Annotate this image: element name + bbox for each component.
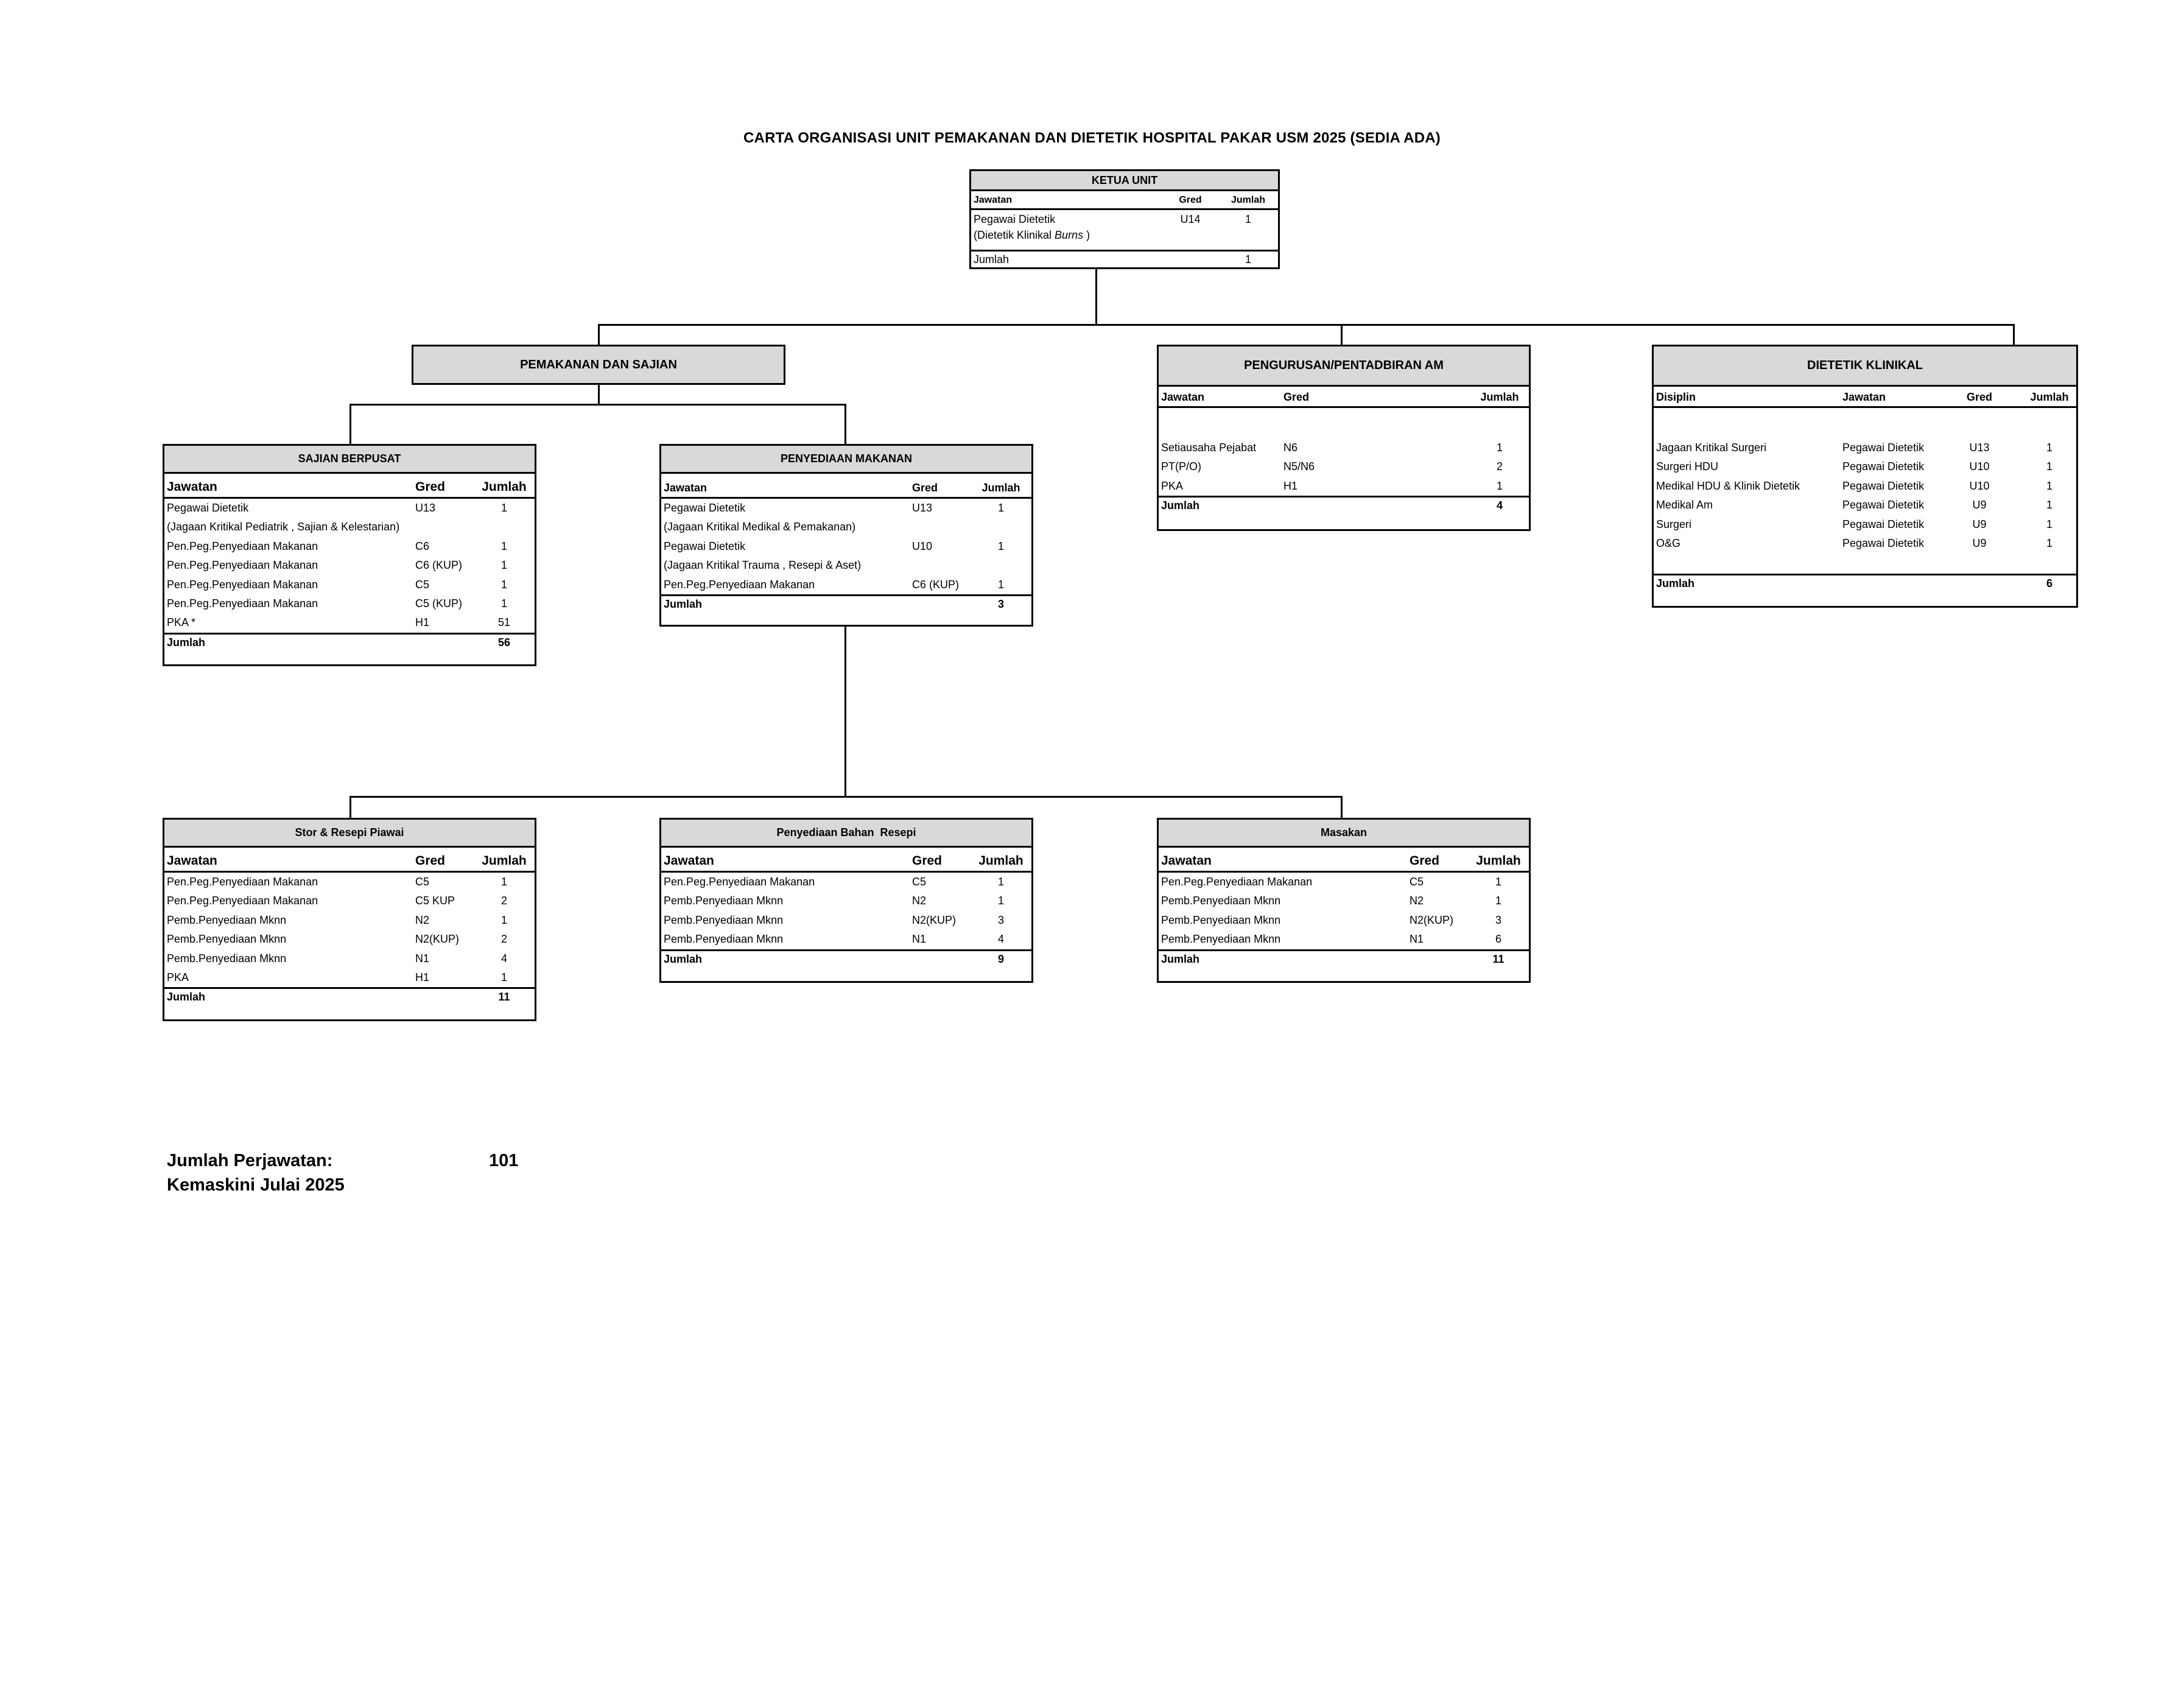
row-jawatan: Pegawai Dietetik xyxy=(1842,499,1925,512)
col-jawatan: Jawatan xyxy=(1161,391,1205,403)
row-jawatan: Pegawai Dietetik xyxy=(1842,536,1925,549)
table-row xyxy=(661,518,1031,536)
row-gred: U9 xyxy=(1972,518,1987,530)
table-row xyxy=(661,556,1031,575)
row-jumlah: 1 xyxy=(2046,518,2052,530)
connector-line xyxy=(349,796,1343,798)
total-row xyxy=(971,250,1278,269)
jumlah-perjawatan-value: 101 xyxy=(489,1151,519,1170)
pengurusan-box xyxy=(1157,345,1531,531)
row-gred: C5 xyxy=(415,578,430,591)
row-jumlah: 1 xyxy=(997,578,1004,591)
row-jumlah: 3 xyxy=(1495,913,1501,926)
row-jumlah: 1 xyxy=(997,540,1004,552)
table-row xyxy=(164,575,535,594)
column-headers xyxy=(164,848,535,873)
connector-line xyxy=(349,404,846,406)
dietetik-klinikal-header: DIETETIK KLINIKAL xyxy=(1654,346,2076,387)
total-row xyxy=(1654,574,2076,593)
row-jumlah: 1 xyxy=(2046,479,2052,492)
connector-line xyxy=(598,324,600,345)
table-row xyxy=(164,968,535,987)
row-gred: C5 xyxy=(415,876,430,888)
table-row xyxy=(164,911,535,930)
row-disiplin: Jagaan Kritikal Surgeri xyxy=(1656,441,1767,454)
col-jawatan: Jawatan xyxy=(974,195,1013,205)
row-jawatan: (Jagaan Kritikal Pediatrik , Sajian & Kelestarian) xyxy=(167,521,400,533)
table-row xyxy=(971,210,1278,229)
masakan-box xyxy=(1157,818,1531,983)
col-gred: Gred xyxy=(415,480,446,494)
row-jawatan: Pen.Peg.Penyediaan Makanan xyxy=(664,876,815,888)
row-jawatan: Pegawai Dietetik xyxy=(664,502,746,514)
col-jumlah: Jumlah xyxy=(981,482,1020,494)
col-jawatan: Jawatan xyxy=(1842,391,1886,403)
total-row xyxy=(1159,496,1529,515)
total-value: 4 xyxy=(1496,499,1503,512)
kemaskini-label: Kemaskini Julai 2025 xyxy=(167,1175,345,1195)
table-row xyxy=(661,911,1031,930)
row-jawatan: (Jagaan Kritikal Trauma , Resepi & Aset) xyxy=(664,559,862,572)
total-label: Jumlah xyxy=(1656,577,1695,590)
row-jawatan: Pemb.Penyediaan Mknn xyxy=(1161,933,1281,946)
table-row xyxy=(1654,477,2076,496)
row-jumlah: 1 xyxy=(997,876,1004,888)
row-jawatan: Pegawai Dietetik xyxy=(1842,441,1925,454)
table-row xyxy=(661,537,1031,556)
pemakanan-sajian-box xyxy=(412,345,785,385)
row-jumlah: 4 xyxy=(500,952,507,965)
total-label: Jumlah xyxy=(167,636,206,649)
row-note xyxy=(974,229,1090,242)
row-jumlah: 1 xyxy=(997,502,1004,514)
row-gred: C6 (KUP) xyxy=(912,578,960,591)
col-gred: Gred xyxy=(1283,391,1310,403)
total-value: 1 xyxy=(1245,253,1251,266)
total-label: Jumlah xyxy=(974,253,1009,266)
table-row xyxy=(971,229,1278,250)
row-gred: C5 xyxy=(912,876,927,888)
row-jumlah: 1 xyxy=(500,597,507,610)
row-gred: U9 xyxy=(1972,499,1987,512)
row-jawatan: Pen.Peg.Penyediaan Makanan xyxy=(167,540,318,552)
row-gred: C5 xyxy=(1410,876,1424,888)
total-label: Jumlah xyxy=(664,597,703,610)
row-gred: H1 xyxy=(415,616,430,629)
row-jawatan: Setiausaha Pejabat xyxy=(1161,441,1257,454)
column-headers xyxy=(971,191,1278,210)
row-jumlah: 1 xyxy=(2046,441,2052,454)
connector-line xyxy=(2013,324,2015,345)
row-jawatan: Pegawai Dietetik xyxy=(167,502,249,514)
row-jumlah: 2 xyxy=(1496,460,1503,473)
stor-resepi-header: Stor & Resepi Piawai xyxy=(164,820,535,848)
row-jawatan: Pen.Peg.Penyediaan Makanan xyxy=(167,876,318,888)
row-gred: N1 xyxy=(912,933,927,946)
row-jumlah: 3 xyxy=(997,913,1004,926)
table-row xyxy=(661,891,1031,910)
row-gred: U10 xyxy=(1969,460,1990,473)
row-jawatan: PT(P/O) xyxy=(1161,460,1201,473)
table-row xyxy=(1654,438,2076,457)
row-gred: N6 xyxy=(1283,441,1298,454)
row-jumlah: 1 xyxy=(500,502,507,514)
col-jumlah: Jumlah xyxy=(482,480,527,494)
row-jawatan: Pemb.Penyediaan Mknn xyxy=(167,913,287,926)
row-jumlah: 1 xyxy=(1496,441,1503,454)
row-gred: H1 xyxy=(415,971,430,983)
column-headers xyxy=(1159,848,1529,873)
row-jawatan: Pemb.Penyediaan Mknn xyxy=(167,933,287,946)
col-jawatan: Jawatan xyxy=(664,854,714,868)
bahan-resepi-header: Penyediaan Bahan Resepi xyxy=(661,820,1031,848)
row-note-italic: Burns xyxy=(1055,229,1084,242)
connector-line xyxy=(1341,796,1343,818)
col-jumlah: Jumlah xyxy=(482,854,527,868)
table-row xyxy=(1159,911,1529,930)
row-jawatan: Pen.Peg.Penyediaan Makanan xyxy=(167,895,318,907)
row-gred: N2 xyxy=(415,913,430,926)
row-jawatan: Pemb.Penyediaan Mknn xyxy=(167,952,287,965)
row-jumlah: 4 xyxy=(997,933,1004,946)
col-jumlah: Jumlah xyxy=(1480,391,1519,403)
total-row xyxy=(164,633,535,652)
row-disiplin: Surgeri xyxy=(1656,518,1692,530)
col-jumlah: Jumlah xyxy=(1476,854,1521,868)
row-jawatan: (Jagaan Kritikal Medikal & Pemakanan) xyxy=(664,521,856,533)
row-gred: U10 xyxy=(912,540,933,552)
row-jumlah: 1 xyxy=(500,913,507,926)
row-jawatan: Pegawai Dietetik xyxy=(974,213,1056,225)
row-jawatan: Pegawai Dietetik xyxy=(664,540,746,552)
total-value: 11 xyxy=(498,991,510,1004)
table-row xyxy=(164,594,535,613)
row-gred: C5 (KUP) xyxy=(415,597,463,610)
jumlah-perjawatan-label: Jumlah Perjawatan: xyxy=(167,1151,333,1170)
row-gred: N2 xyxy=(912,895,927,907)
connector-line xyxy=(349,404,351,444)
total-label: Jumlah xyxy=(167,991,206,1004)
row-jumlah: 1 xyxy=(500,540,507,552)
table-row xyxy=(1159,477,1529,496)
row-gred: N5/N6 xyxy=(1283,460,1315,473)
dietetik-klinikal-box xyxy=(1652,345,2078,608)
total-label: Jumlah xyxy=(1161,499,1200,512)
row-jawatan: PKA xyxy=(167,971,189,983)
row-jumlah: 1 xyxy=(500,971,507,983)
page-title: CARTA ORGANISASI UNIT PEMAKANAN DAN DIETETIK HOSPITAL PAKAR USM 2025 (SEDIA ADA) xyxy=(743,130,1441,146)
table-row xyxy=(661,499,1031,518)
col-jawatan: Jawatan xyxy=(167,854,217,868)
penyediaan-makanan-header: PENYEDIAAN MAKANAN xyxy=(661,446,1031,474)
total-value: 56 xyxy=(497,636,511,649)
total-value: 3 xyxy=(997,597,1004,610)
row-note-prefix: (Dietetik Klinikal xyxy=(974,229,1055,242)
connector-line xyxy=(1095,269,1097,325)
table-row xyxy=(1159,891,1529,910)
connector-line xyxy=(598,384,600,405)
table-row xyxy=(164,891,535,910)
column-headers xyxy=(661,848,1031,873)
row-jawatan: Pen.Peg.Penyediaan Makanan xyxy=(1161,876,1313,888)
row-gred: N2 xyxy=(1410,895,1424,907)
row-gred: H1 xyxy=(1283,479,1298,492)
row-gred: U13 xyxy=(1969,441,1990,454)
table-row xyxy=(1159,438,1529,457)
row-disiplin: Medikal HDU & Klinik Dietetik xyxy=(1656,479,1800,492)
row-gred: C5 KUP xyxy=(415,895,455,907)
stor-resepi-box xyxy=(163,818,536,1021)
table-row xyxy=(164,556,535,575)
row-disiplin: O&G xyxy=(1656,536,1681,549)
table-row xyxy=(164,873,535,891)
ketua-unit-header: KETUA UNIT xyxy=(971,171,1278,191)
bahan-resepi-box xyxy=(659,818,1033,983)
column-headers xyxy=(1654,387,2076,408)
total-row xyxy=(661,594,1031,613)
table-row xyxy=(164,537,535,556)
total-value: 11 xyxy=(1492,952,1505,965)
row-note-suffix: ) xyxy=(1083,229,1090,242)
table-row xyxy=(164,518,535,536)
row-disiplin: Medikal Am xyxy=(1656,499,1713,512)
col-gred: Gred xyxy=(415,854,446,868)
table-row xyxy=(1159,457,1529,476)
sajian-berpusat-box xyxy=(163,444,536,666)
row-jumlah: 1 xyxy=(2046,499,2052,512)
row-jawatan: Pegawai Dietetik xyxy=(1842,518,1925,530)
row-jumlah: 1 xyxy=(2046,460,2052,473)
total-value: 6 xyxy=(2046,577,2052,590)
row-jawatan: Pen.Peg.Penyediaan Makanan xyxy=(664,578,815,591)
row-jumlah: 1 xyxy=(997,895,1004,907)
row-jawatan: Pemb.Penyediaan Mknn xyxy=(664,933,784,946)
total-value: 9 xyxy=(997,952,1004,965)
table-row xyxy=(1159,930,1529,949)
row-jumlah: 1 xyxy=(500,876,507,888)
row-jawatan: Pemb.Penyediaan Mknn xyxy=(1161,913,1281,926)
column-headers xyxy=(661,474,1031,499)
total-label: Jumlah xyxy=(1161,952,1200,965)
connector-line xyxy=(844,404,846,444)
row-jawatan: PKA * xyxy=(167,616,196,629)
col-gred: Gred xyxy=(1179,195,1202,205)
row-jawatan: Pegawai Dietetik xyxy=(1842,479,1925,492)
table-row xyxy=(164,613,535,632)
row-jawatan: Pemb.Penyediaan Mknn xyxy=(664,913,784,926)
table-row xyxy=(661,575,1031,594)
total-row xyxy=(661,949,1031,968)
row-gred: N1 xyxy=(1410,933,1424,946)
table-row xyxy=(1159,873,1529,891)
connector-line xyxy=(349,796,351,818)
row-gred: U10 xyxy=(1969,479,1990,492)
row-jumlah: 51 xyxy=(497,616,511,629)
col-jumlah: Jumlah xyxy=(2030,391,2069,403)
table-row xyxy=(164,499,535,518)
table-row xyxy=(661,873,1031,891)
pemakanan-sajian-header: PEMAKANAN DAN SAJIAN xyxy=(412,345,785,385)
row-gred: U13 xyxy=(912,502,933,514)
row-jumlah: 1 xyxy=(1495,876,1501,888)
row-jawatan: PKA xyxy=(1161,479,1184,492)
pengurusan-header: PENGURUSAN/PENTADBIRAN AM xyxy=(1159,346,1529,387)
table-row xyxy=(1654,457,2076,476)
row-gred: C6 xyxy=(415,540,430,552)
col-disiplin: Disiplin xyxy=(1656,391,1696,403)
ketua-unit-box xyxy=(969,169,1280,269)
row-jawatan: Pen.Peg.Penyediaan Makanan xyxy=(167,578,318,591)
sajian-berpusat-header: SAJIAN BERPUSAT xyxy=(164,446,535,474)
row-jumlah: 1 xyxy=(500,578,507,591)
table-row xyxy=(661,930,1031,949)
row-gred: N2(KUP) xyxy=(415,933,460,946)
row-jawatan: Pemb.Penyediaan Mknn xyxy=(664,895,784,907)
row-jumlah: 2 xyxy=(500,933,507,946)
row-jawatan: Pen.Peg.Penyediaan Makanan xyxy=(167,597,318,610)
col-jumlah: Jumlah xyxy=(978,854,1024,868)
row-gred: N2(KUP) xyxy=(912,913,957,926)
row-jumlah: 2 xyxy=(500,895,507,907)
col-jawatan: Jawatan xyxy=(167,480,217,494)
column-headers xyxy=(164,474,535,499)
col-gred: Gred xyxy=(912,482,938,494)
total-row xyxy=(1159,949,1529,968)
column-headers xyxy=(1159,387,1529,408)
row-jumlah: 1 xyxy=(2046,536,2052,549)
row-gred: U13 xyxy=(415,502,436,514)
total-label: Jumlah xyxy=(664,952,703,965)
col-jumlah: Jumlah xyxy=(1231,195,1265,205)
col-gred: Gred xyxy=(1410,854,1440,868)
row-jawatan: Pegawai Dietetik xyxy=(1842,460,1925,473)
table-row xyxy=(1654,534,2076,553)
row-gred: N1 xyxy=(415,952,430,965)
col-jawatan: Jawatan xyxy=(664,482,708,494)
col-gred: Gred xyxy=(912,854,943,868)
row-gred: C6 (KUP) xyxy=(415,559,463,572)
row-jumlah: 6 xyxy=(1495,933,1501,946)
total-row xyxy=(164,987,535,1006)
connector-line xyxy=(844,625,846,797)
col-jawatan: Jawatan xyxy=(1161,854,1212,868)
connector-line xyxy=(598,324,2015,326)
connector-line xyxy=(1341,324,1343,345)
col-gred: Gred xyxy=(1966,391,1992,403)
row-jumlah: 1 xyxy=(1496,479,1503,492)
row-jawatan: Pen.Peg.Penyediaan Makanan xyxy=(167,559,318,572)
table-row xyxy=(1654,496,2076,515)
penyediaan-makanan-box xyxy=(659,444,1033,627)
masakan-header: Masakan xyxy=(1159,820,1529,848)
table-row xyxy=(1654,515,2076,534)
row-jawatan: Pemb.Penyediaan Mknn xyxy=(1161,895,1281,907)
row-disiplin: Surgeri HDU xyxy=(1656,460,1719,473)
row-jumlah: 1 xyxy=(1495,895,1501,907)
row-gred: N2(KUP) xyxy=(1410,913,1454,926)
row-gred: U9 xyxy=(1972,536,1987,549)
row-jumlah: 1 xyxy=(1245,213,1251,225)
row-gred: U14 xyxy=(1180,213,1201,225)
table-row xyxy=(164,949,535,968)
row-jumlah: 1 xyxy=(500,559,507,572)
table-row xyxy=(164,930,535,949)
